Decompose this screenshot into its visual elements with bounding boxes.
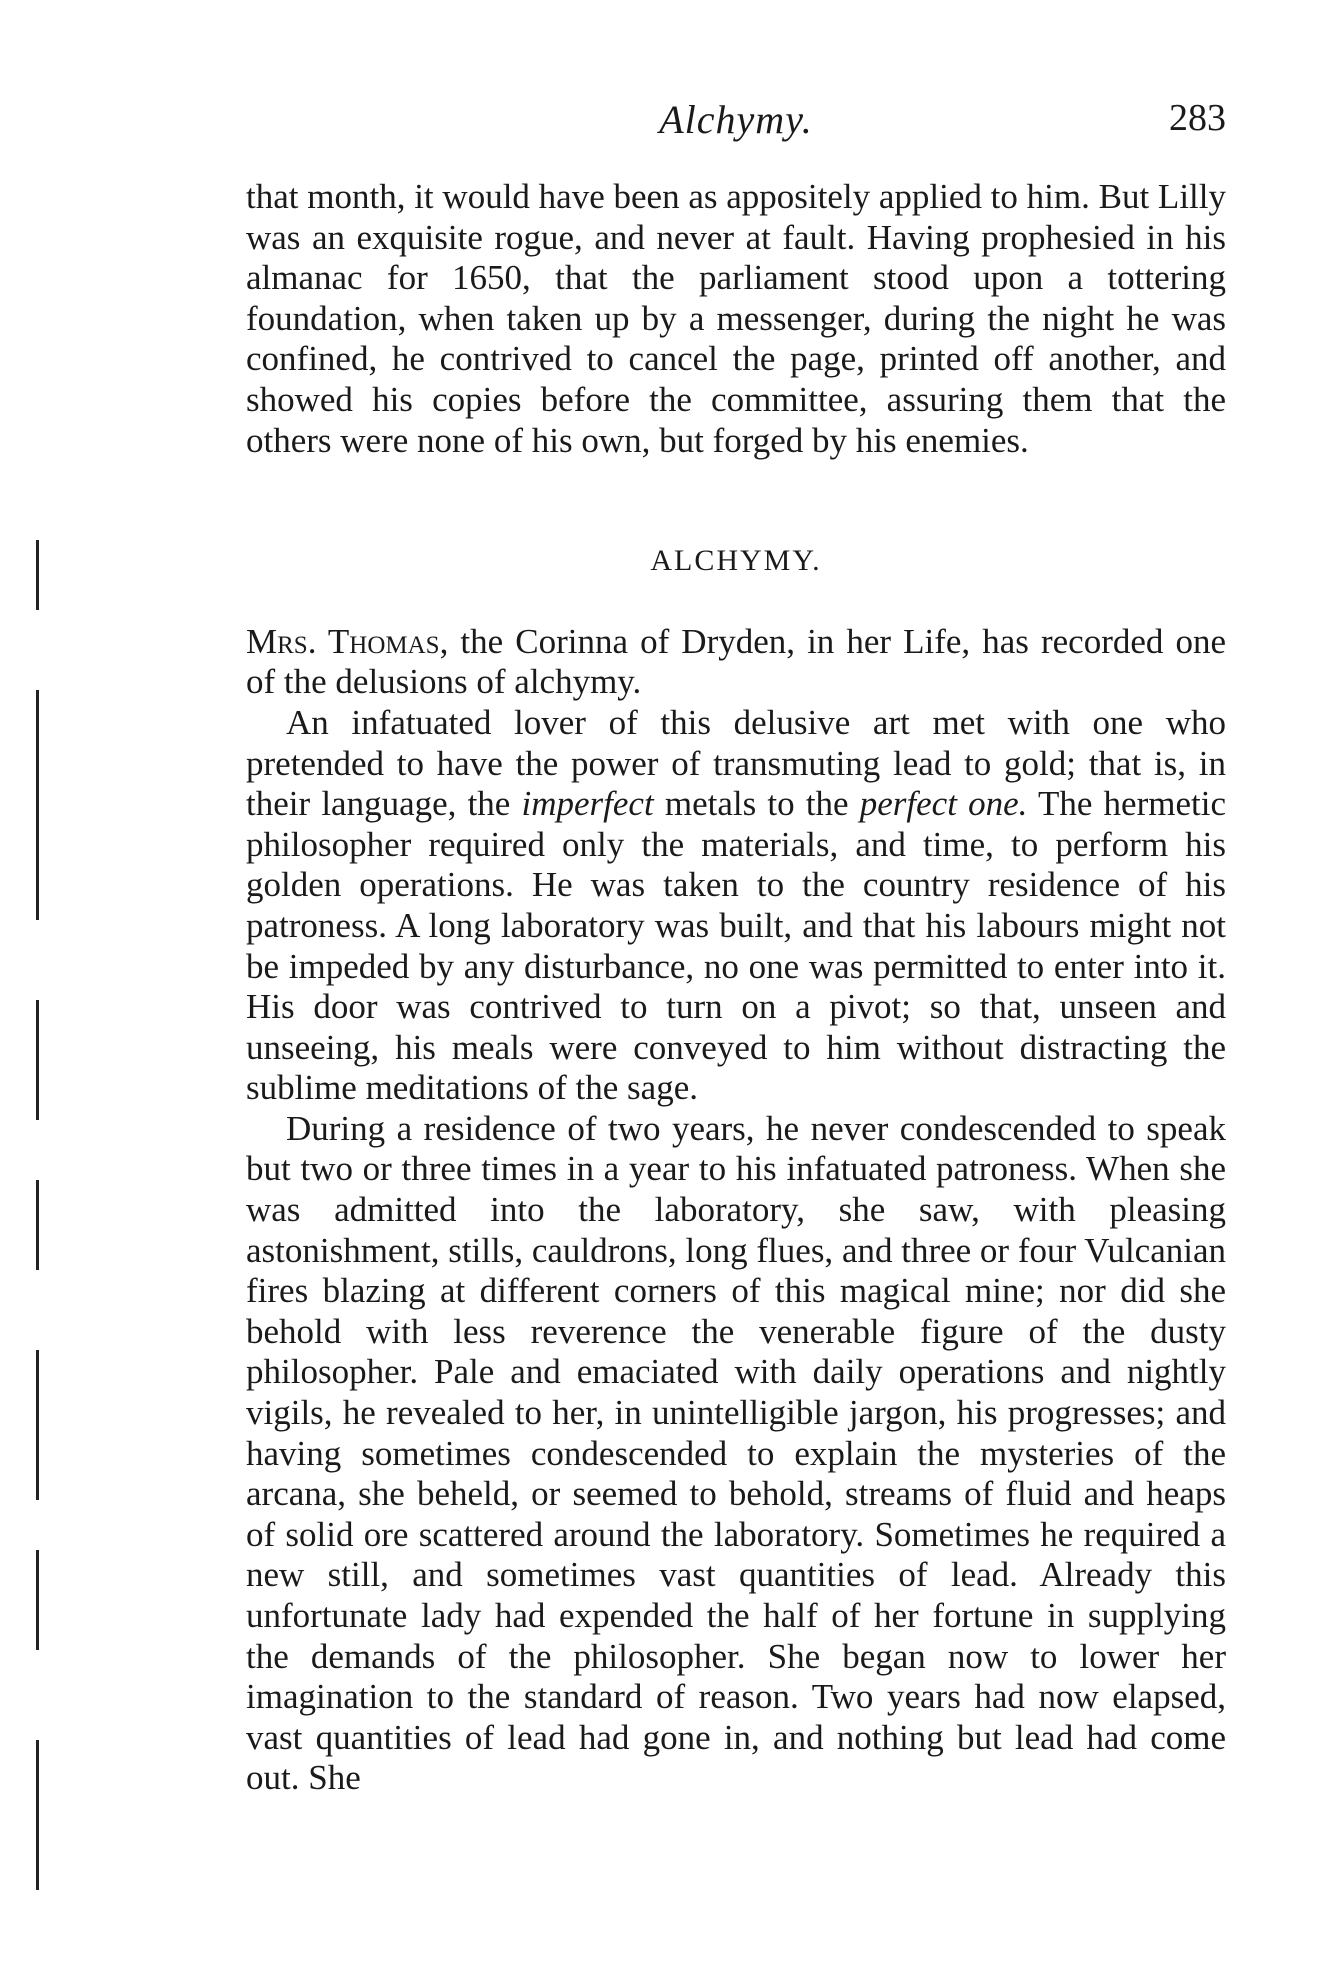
page-number: 283	[1169, 97, 1226, 139]
page-header	[246, 96, 1226, 146]
continued-paragraph: that month, it would have been as appositely applied to him. But Lilly was an exquisite rogue, and never at fault. Having prophesied in his almanac for 1650, that the parliament stood upon a tottering foundation, when taken up by a messenger, during the night he was confined, he contrived to cancel the page, printed off another, and showed his copies before the committee, assuring them that the others were none of his own, but forged by his enemies.	[246, 177, 1226, 460]
second-text-c: The hermetic philosopher required only the materials, and time, to perform his golden operations. He was taken to the country residence of his patroness. A long laboratory was built, and that his labours might not be impeded by any disturbance, no one was permitted to enter into it. His door was contrived to turn on a pivot; so that, unseen and unseeing, his meals were conveyed to him without distracting the sublime meditations of the sage.	[246, 784, 1226, 1108]
intro-paragraph	[246, 622, 1226, 703]
section-heading: ALCHYMY.	[650, 544, 822, 578]
third-paragraph: During a residence of two years, he never condescended to speak but two or three times in a year to his infatuated patroness. When she was admitted into the laboratory, she saw, with pleasing astonishment, stills, cauldrons, long flues, and three or four Vulcanian fires blazing at different corners of this magical mine; nor did she behold with less reverence the venerable figure of the dusty philosopher. Pale and emaciated with daily operations and nightly vigils, he revealed to her, in unintelligible jargon, his progresses; and having sometimes condescended to explain the mysteries of the arcana, she beheld, or seemed to behold, streams of fluid and heaps of solid ore scattered around the laboratory. Sometimes he required a new still, and sometimes vast quantities of lead. Already this unfortunate lady had expended the half of her fortune in supplying the demands of the philosopher. She began now to lower her imagination to the standard of reason. Two years had now elapsed, vast quantities of lead had gone in, and nothing but lead had come out. She	[246, 1108, 1226, 1798]
binding-edge-shadow	[36, 540, 40, 1960]
second-paragraph	[246, 703, 1226, 1109]
second-text-b: metals to the	[653, 784, 860, 824]
second-text-a: An infatuated lover of this delusive art met with one who pretended to have the power of transmuting lead to gold; that is, in their language, the	[246, 702, 1226, 824]
emphasis-perfect-one: perfect one.	[859, 784, 1028, 824]
running-title: Alchymy.	[659, 97, 813, 142]
page-body	[246, 177, 1226, 1799]
emphasis-imperfect: imperfect	[521, 784, 654, 824]
author-name: Mrs. Thomas,	[246, 621, 449, 661]
intro-text: the Corinna of Dryden, in her Life, has recorded one of the delusions of alchymy.	[246, 621, 1227, 702]
